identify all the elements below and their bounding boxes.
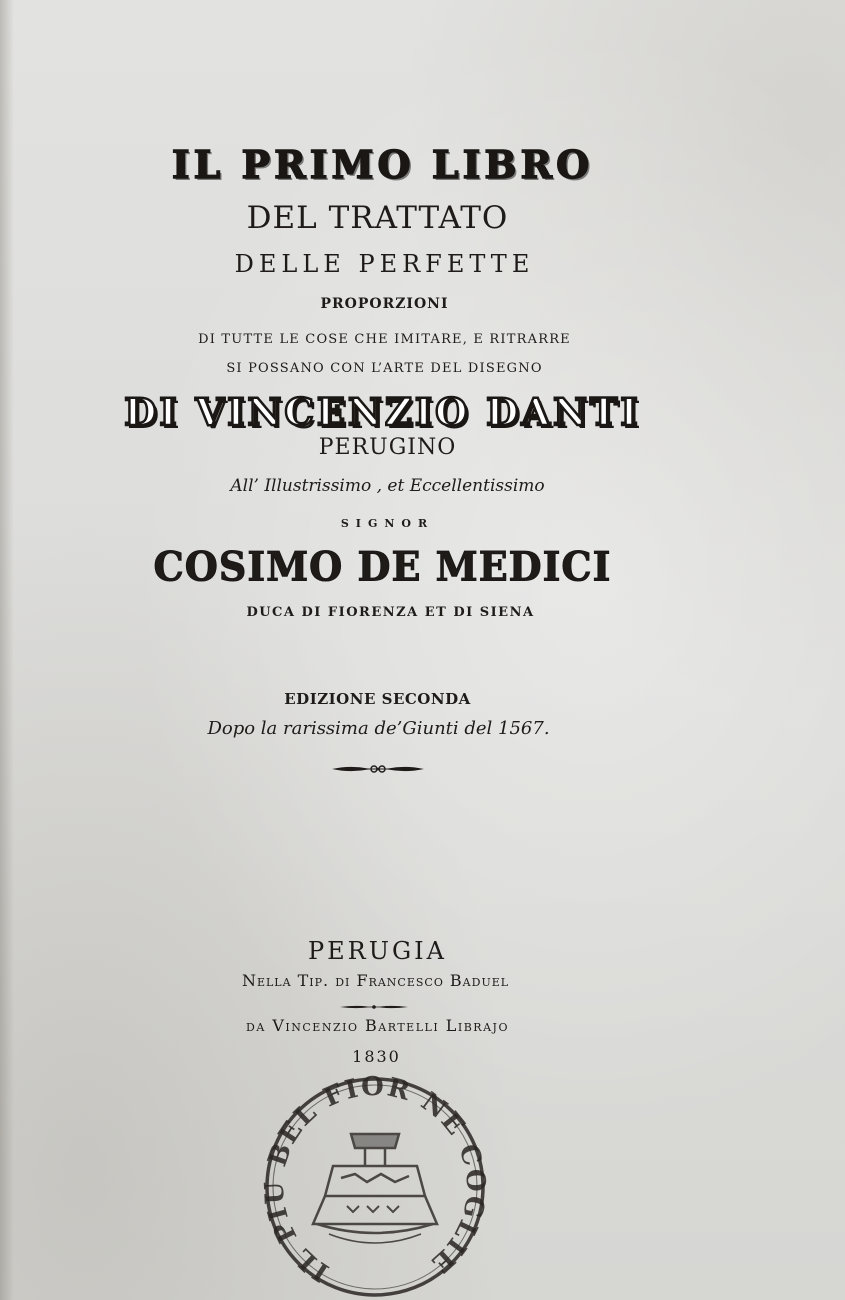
imprint-bookseller: da Vincenzio Bartelli Librajo	[246, 1016, 509, 1035]
library-stamp-icon	[255, 1074, 495, 1300]
author-name: DI VINCENZIO DANTI	[124, 390, 641, 434]
title-line-5: DI TUTTE LE COSE CHE IMITARE, E RITRARRE	[198, 332, 571, 347]
dedicatee-title: SIGNOR	[340, 517, 435, 530]
title-line-1: IL PRIMO LIBRO	[171, 142, 594, 187]
stamp-motto: IL PIU BEL FIOR NE COGLIE	[259, 1074, 491, 1288]
svg-text:IL PIU BEL FIOR NE COGLIE	[260, 1074, 491, 1287]
title-line-3: DELLE PERFETTE	[234, 250, 535, 278]
rule-divider-icon	[338, 1003, 410, 1011]
dedicatee-name: COSIMO DE MEDICI	[153, 542, 612, 591]
author-origin: PERUGINO	[318, 435, 457, 460]
imprint-year: 1830	[352, 1047, 401, 1066]
title-line-4: PROPORZIONI	[320, 296, 449, 312]
title-line-2: DEL TRATTATO	[246, 200, 509, 236]
edition-note: Dopo la rarissima de’Giunti del 1567.	[207, 718, 550, 739]
edition-label: EDIZIONE SECONDA	[284, 690, 471, 708]
imprint-city: PERUGIA	[308, 937, 447, 965]
ornament-divider-icon	[330, 762, 426, 776]
imprint-printer: Nella Tip. di Francesco Baduel	[241, 971, 510, 990]
dedicatee-role: DUCA DI FIORENZA ET DI SIENA	[246, 605, 535, 620]
title-line-6: SI POSSANO CON L’ARTE DEL DISEGNO	[226, 361, 543, 376]
page-edge-shadow	[0, 0, 14, 1300]
dedication-line: All’ Illustrissimo , et Eccellentissimo	[230, 476, 545, 496]
